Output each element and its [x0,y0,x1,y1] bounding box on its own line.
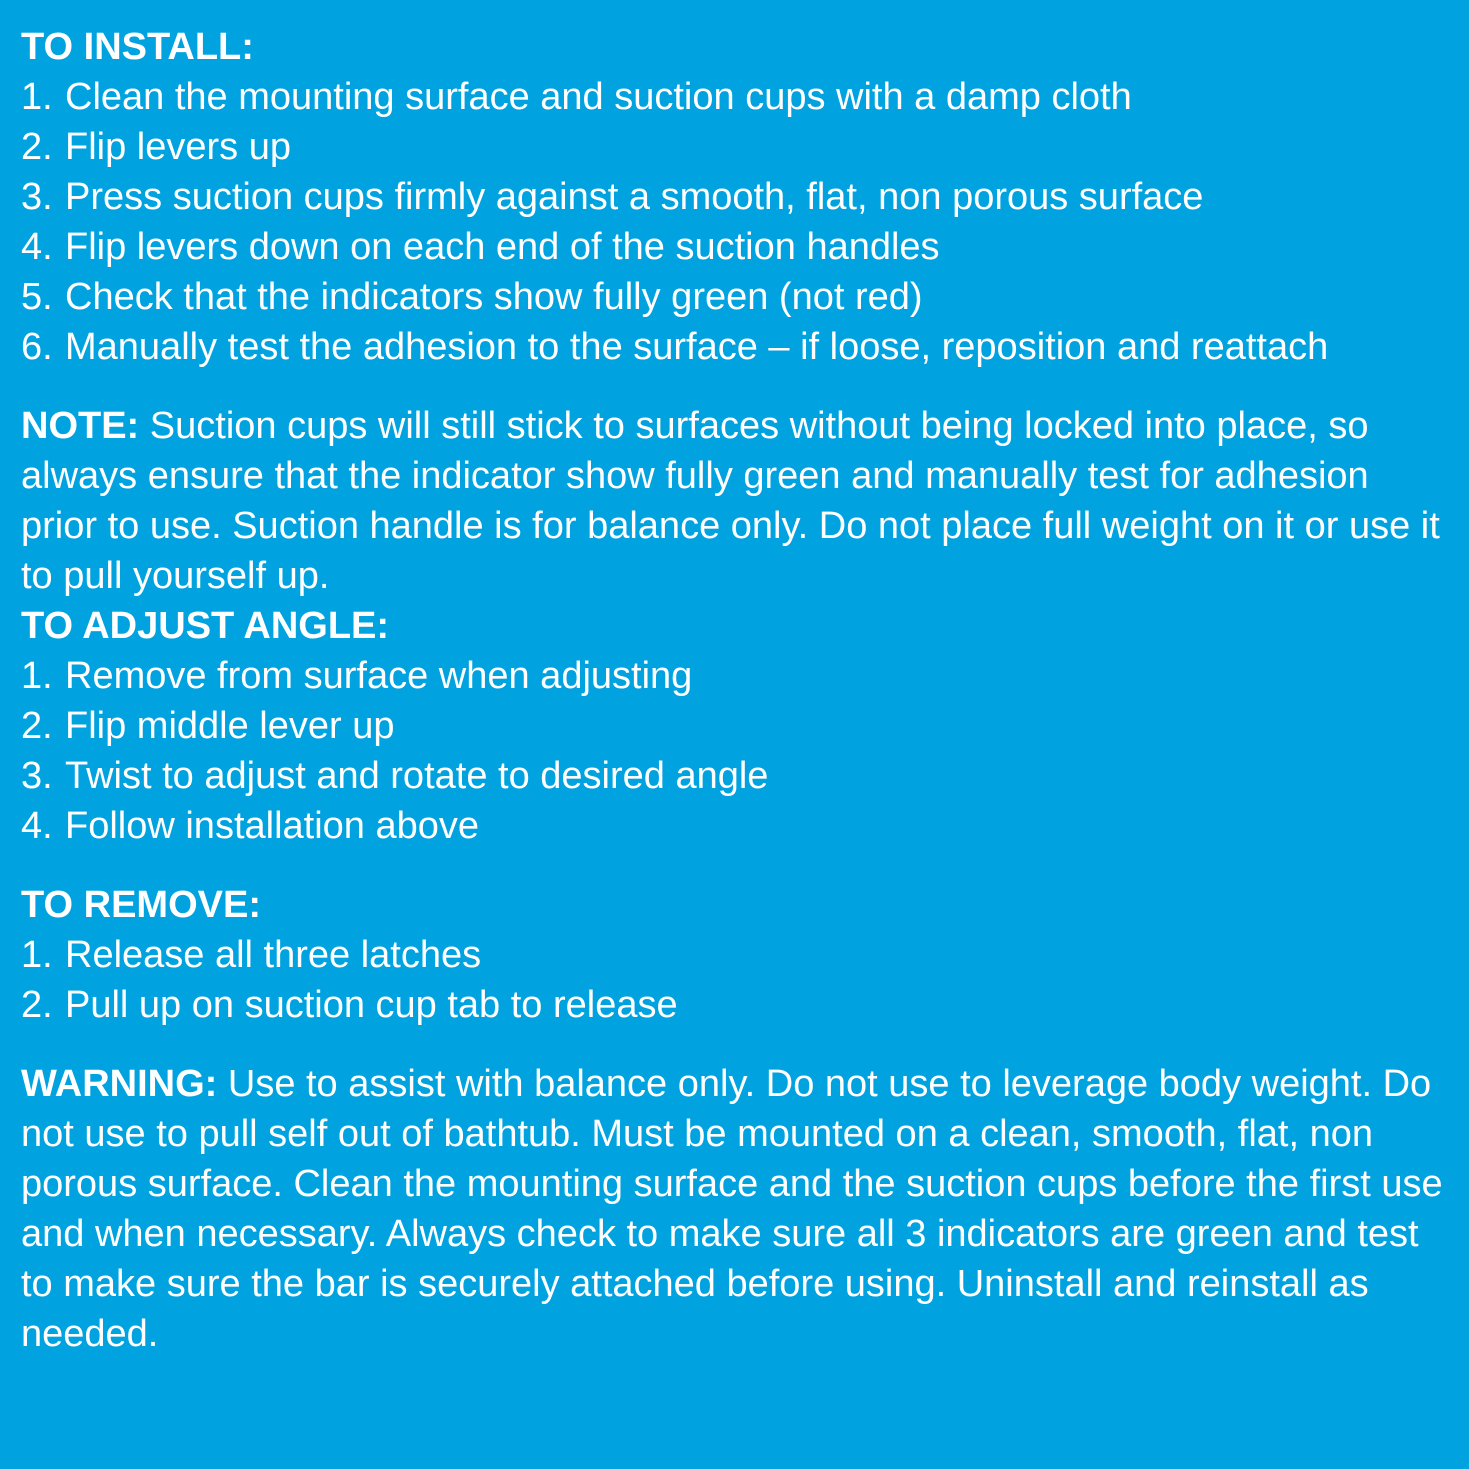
step-text: Follow installation above [65,805,480,847]
adjust-section [21,601,1449,851]
step-number: 6. [21,326,53,368]
step-number: 5. [21,276,53,318]
step-text: Flip levers down on each end of the suction handles [65,226,940,268]
step-text: Flip levers up [65,126,291,168]
list-item [21,322,1449,372]
step-text: Remove from surface when adjusting [65,655,693,697]
step-text: Manually test the adhesion to the surface – if loose, reposition and reattach [65,326,1329,368]
list-item [21,801,1449,851]
list-item [21,122,1449,172]
remove-steps [21,930,1449,1030]
adjust-steps [21,651,1449,851]
list-item [21,72,1449,122]
step-number: 4. [21,226,53,268]
step-number: 2. [21,126,53,168]
step-text: Clean the mounting surface and suction cups with a damp cloth [65,76,1132,118]
install-heading: TO INSTALL: [21,26,254,68]
warning-paragraph [21,1059,1449,1359]
install-steps [21,72,1449,372]
warning-text: Use to assist with balance only. Do not use to leverage body weight. Do not use to pull self out of bathtub. Must be mounted on a clean, smooth, flat, non porous surface. Clean the mounting surface and the suction cups before the first use and when necessary. Always check to make sure all 3 indicators are green and test to make sure the bar is securely attached before using. Uninstall and reinstall as needed. [21,1063,1443,1355]
step-number: 3. [21,755,53,797]
remove-section [21,880,1449,1030]
step-number: 1. [21,655,53,697]
step-text: Twist to adjust and rotate to desired angle [65,755,769,797]
step-number: 2. [21,705,53,747]
step-number: 2. [21,984,53,1026]
step-number: 4. [21,805,53,847]
install-section [21,22,1449,372]
list-item [21,930,1449,980]
list-item [21,980,1449,1030]
warning-label: WARNING: [21,1063,218,1105]
adjust-heading: TO ADJUST ANGLE: [21,605,390,647]
step-number: 1. [21,76,53,118]
list-item [21,172,1449,222]
list-item [21,751,1449,801]
list-item [21,272,1449,322]
step-text: Release all three latches [65,934,482,976]
step-number: 1. [21,934,53,976]
list-item [21,651,1449,701]
remove-heading: TO REMOVE: [21,884,261,926]
step-text: Press suction cups firmly against a smooth, flat, non porous surface [65,176,1204,218]
step-number: 3. [21,176,53,218]
note-label: NOTE: [21,405,140,447]
step-text: Check that the indicators show fully green (not red) [65,276,923,318]
note-text: Suction cups will still stick to surfaces without being locked into place, so always ensure that the indicator show fully green and manually test for adhesion prior to use. Suction handle is for balance only. Do not place full weight on it or use it to pull yourself up. [21,405,1440,597]
list-item [21,222,1449,272]
list-item [21,701,1449,751]
step-text: Flip middle lever up [65,705,395,747]
step-text: Pull up on suction cup tab to release [65,984,678,1026]
note-paragraph [21,401,1449,601]
